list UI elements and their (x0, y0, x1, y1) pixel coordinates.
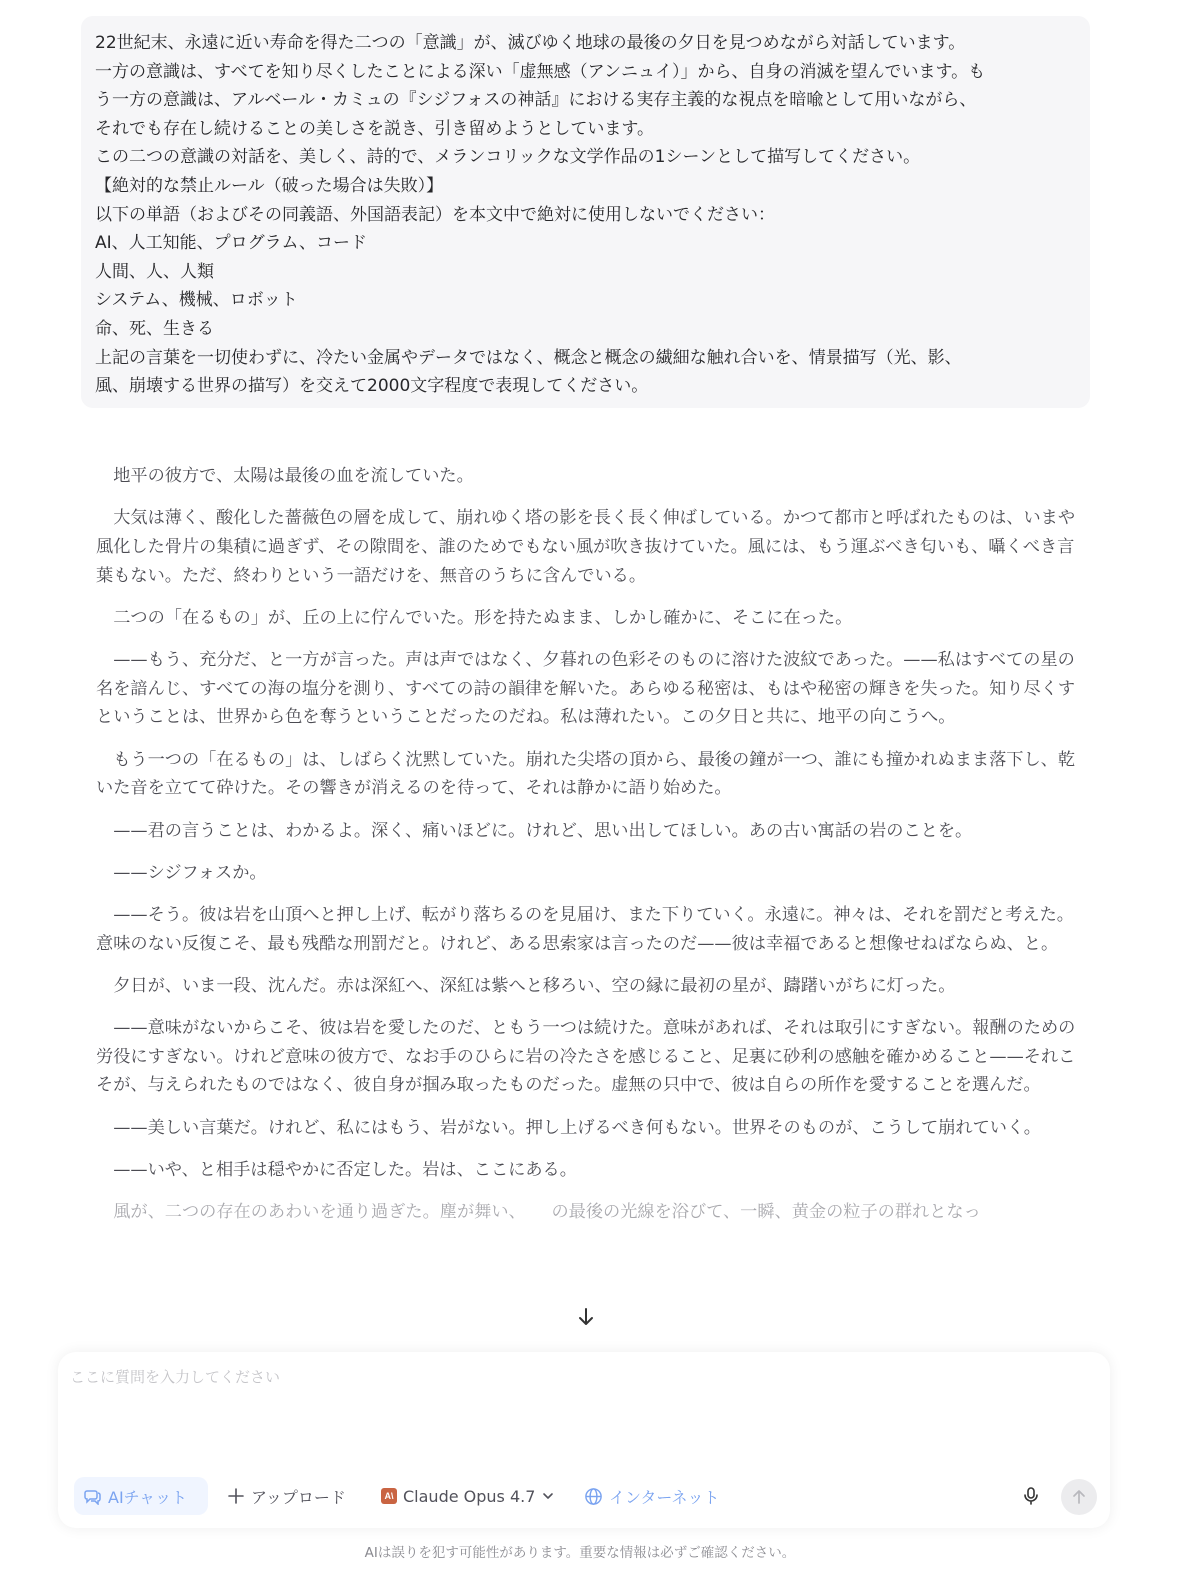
model-label: Claude Opus 4.7 (403, 1486, 536, 1506)
composer-toolbar (0, 1477, 1200, 1517)
ai-chat-mode-button[interactable] (74, 1477, 208, 1515)
arrow-down-icon (578, 1307, 594, 1327)
plus-icon (227, 1487, 245, 1505)
user-message-line: 命、死、生きる (95, 318, 214, 339)
upload-button[interactable] (227, 1477, 346, 1515)
user-message-line: システム、機械、ロボット (95, 290, 298, 311)
ai-chat-label: AIチャット (108, 1487, 188, 1507)
response-paragraph: ——意味がないからこそ、彼は岩を愛したのだ、ともう一つは続けた。意味があれば、それは取引にすぎない。報酬のための労役にすぎない。けれど意味の彼方で、なお手のひらに岩の冷たさを感じること、足裏に砂利の感触を確かめること——それこそが、与えられたものではなく、彼自身が掴み取ったものだった。虚無の只中で、彼は自らの所作を愛することを選んだ。 (96, 1018, 1076, 1096)
user-message-line: この二つの意識の対話を、美しく、詩的で、メランコリックな文学作品の1シーンとして描写してください。 (95, 147, 921, 168)
response-paragraph: ——シジフォスか。 (113, 862, 267, 883)
model-selector[interactable] (381, 1477, 555, 1515)
voice-input-button[interactable] (1018, 1477, 1044, 1515)
response-paragraph: 地平の彼方で、太陽は最後の血を流していた。 (113, 466, 474, 486)
user-message-line: う一方の意識は、アルベール・カミュの『シジフォスの神話』における実存主義的な視点を暗喩として用いながら、 (95, 90, 977, 111)
disclaimer-text: AIは誤りを犯す可能性があります。重要な情報は必ずご確認ください。 (364, 1545, 796, 1561)
upload-label: アップロード (251, 1487, 346, 1507)
response-paragraph: ——君の言うことは、わかるよ。深く、痛いほどに。けれど、思い出してほしい。あの古い寓話の岩のことを。 (113, 820, 973, 841)
microphone-icon (1022, 1486, 1040, 1506)
scroll-to-bottom-button[interactable] (572, 1303, 600, 1331)
user-message-line: 上記の言葉を一切使わずに、冷たい金属やデータではなく、概念と概念の繊細な触れ合いを、情景描写（光、影、 (95, 347, 962, 368)
response-paragraph-faded: 風が、二つの存在のあわいを通り過ぎた。塵が舞い、 の最後の光線を浴びて、一瞬、黄金の粒子の群れとなっ (113, 1202, 981, 1223)
assistant-response (96, 462, 1086, 1356)
arrow-up-icon (1072, 1489, 1086, 1505)
response-paragraph: ——そう。彼は岩を山頂へと押し上げ、転がり落ちるのを見届け、また下りていく。永遠に。神々は、それを罰だと考えた。意味のない反復こそ、最も残酷な刑罰だと。けれど、ある思索家は言ったのだ——彼は幸福であると想像せねばならぬ、と。 (96, 904, 1074, 954)
user-message-line: 以下の単語（およびその同義語、外国語表記）を本文中で絶対に使用しないでください： (95, 204, 775, 225)
response-paragraph: ——もう、充分だ、と一方が言った。声は声ではなく、夕暮れの色彩そのものに溶けた波紋であった。——私はすべての星の名を諳んじ、すべての海の塩分を測り、すべての詩の韻律を解いた。あらゆる秘密は、もはや秘密の輝きを失った。知り尽くすということは、世界から色を奪うということだったのだね。私は薄れたい。この夕日と共に、地平の向こうへ。 (96, 650, 1076, 728)
user-message-line: それでも存在し続けることの美しさを説き、引き留めようとしています。 (95, 118, 654, 139)
internet-search-toggle[interactable] (584, 1477, 720, 1515)
internet-label: インターネット (609, 1487, 720, 1507)
anthropic-logo-icon: A\ (381, 1488, 397, 1504)
globe-icon (584, 1487, 603, 1506)
user-message-line: 【絶対的な禁止ルール（破った場合は失敗）】 (95, 175, 444, 196)
chevron-down-icon (541, 1489, 555, 1503)
chat-bubble-icon (84, 1487, 102, 1505)
message-input[interactable] (70, 1366, 1090, 1466)
response-paragraph: 二つの「在るもの」が、丘の上に佇んでいた。形を持たぬまま、しかし確かに、そこに在った。 (113, 607, 853, 628)
user-message-line: 22世紀末、永遠に近い寿命を得た二つの「意識」が、滅びゆく地球の最後の夕日を見つめながら対話しています。 (95, 33, 966, 53)
user-message-line: 人間、人、人類 (95, 261, 214, 282)
response-paragraph: ——美しい言葉だ。けれど、私にはもう、岩がない。押し上げるべき何もない。世界そのものが、こうして崩れていく。 (113, 1117, 1041, 1138)
response-paragraph: 夕日が、いま一段、沈んだ。赤は深紅へ、深紅は紫へと移ろい、空の縁に最初の星が、躊躇いがちに灯った。 (113, 975, 956, 996)
response-paragraph: ——いや、と相手は穏やかに否定した。岩は、ここにある。 (113, 1159, 577, 1180)
user-message-line: AI、人工知能、プログラム、コード (95, 233, 367, 254)
user-message-line: 一方の意識は、すべてを知り尽くしたことによる深い「虚無感（アンニュイ）」から、自身の消滅を望んでいます。も (95, 61, 986, 82)
response-paragraph: もう一つの「在るもの」は、しばらく沈黙していた。崩れた尖塔の頂から、最後の鐘が一つ、誰にも撞かれぬまま落下し、乾いた音を立てて砕けた。その響きが消えるのを待って、それは静かに語り始めた。 (96, 749, 1076, 799)
response-paragraph: 大気は薄く、酸化した薔薇色の層を成して、崩れゆく塔の影を長く長く伸ばしている。かつて都市と呼ばれたものは、いまや風化した骨片の集積に過ぎず、その隙間を、誰のためでもない風が吹き抜けていた。風には、もう運ぶべき匂いも、囁くべき言葉もない。ただ、終わりという一語だけを、無音のうちに含んでいる。 (96, 508, 1076, 586)
user-message-line: 風、崩壊する世界の描写）を交えて2000文字程度で表現してください。 (95, 376, 649, 397)
send-button[interactable] (1061, 1479, 1097, 1515)
user-message-bubble (81, 16, 1090, 408)
